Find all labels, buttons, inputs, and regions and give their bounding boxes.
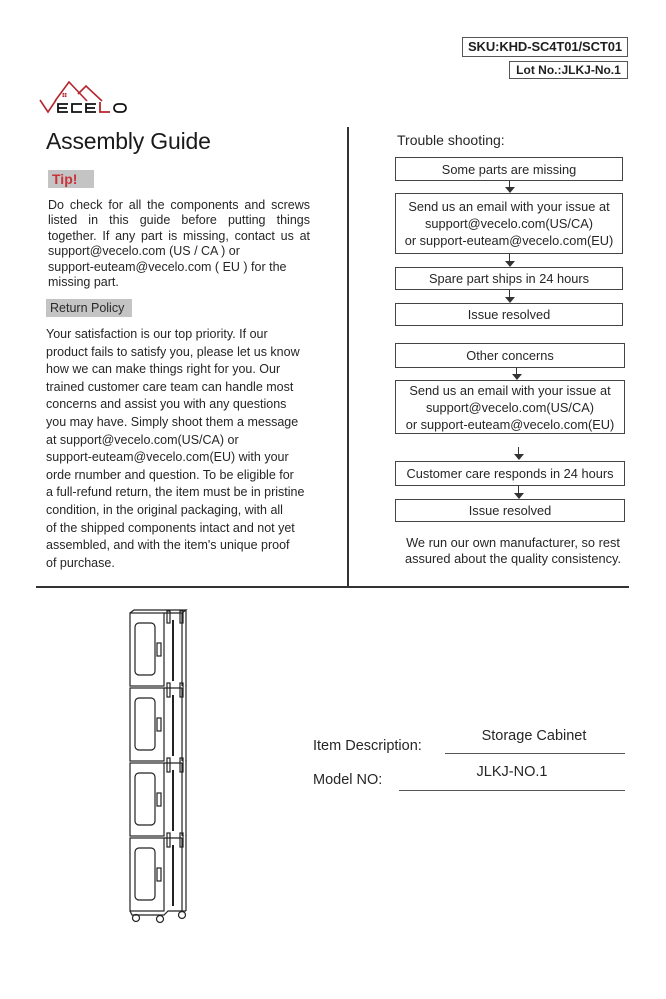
arrow-down-icon xyxy=(514,447,524,460)
flow-step-text: Send us an email with your issue at xyxy=(409,382,611,398)
policy-line: of the shipped components intact and not yet xyxy=(46,520,295,535)
flow-step-text: or support-euteam@vecelo.com(EU) xyxy=(404,233,614,248)
policy-line: how we can make things right for you. Our xyxy=(46,362,281,377)
vertical-divider xyxy=(347,127,349,587)
quality-line: assured about the quality consistency. xyxy=(404,551,622,566)
vecelo-logo xyxy=(36,74,136,114)
arrow-down-icon xyxy=(505,254,515,267)
flow-step-text: Issue resolved xyxy=(468,503,552,518)
flow-step-other-concerns xyxy=(395,343,625,368)
flow-step-issue-resolved xyxy=(395,303,623,326)
flow-step-text: or support-euteam@vecelo.com(EU) xyxy=(405,416,615,432)
policy-line: a full-refund return, the item must be in pristine xyxy=(46,485,305,500)
storage-cabinet-image xyxy=(126,607,190,925)
tip-line: support@vecelo.com (US / CA ) or xyxy=(48,244,240,259)
arrow-down-icon xyxy=(505,290,515,303)
arrow-down-icon xyxy=(505,181,515,193)
flow-step-customer-care-responds xyxy=(395,461,625,486)
tip-badge: Tip! xyxy=(48,170,94,188)
tip-line: support-euteam@vecelo.com ( EU ) for the xyxy=(48,259,287,274)
policy-line: support-euteam@vecelo.com(EU) with your xyxy=(46,450,289,465)
flow-step-text: Other concerns xyxy=(466,348,554,363)
flow-step-text: support@vecelo.com(US/CA) xyxy=(424,216,594,231)
flow-step-text: Customer care responds in 24 hours xyxy=(406,466,614,481)
flow-step-spare-part-ships xyxy=(395,267,623,290)
arrow-down-icon xyxy=(512,368,522,380)
policy-line: Your satisfaction is our top priority. If our xyxy=(46,327,268,341)
quality-statement xyxy=(395,535,631,567)
tip-line: listed in this guide before putting things xyxy=(48,213,310,228)
sku-label: SKU:KHD-SC4T01/SCT01 xyxy=(462,37,628,57)
quality-line: We run our own manufacturer, so rest xyxy=(406,535,620,550)
policy-line: at support@vecelo.com(US/CA) or xyxy=(46,432,239,447)
return-policy-badge: Return Policy xyxy=(46,299,132,317)
lot-number-label: Lot No.:JLKJ-No.1 xyxy=(509,61,628,79)
flow-step-parts-missing xyxy=(395,157,623,181)
page-title: Assembly Guide xyxy=(46,128,211,154)
arrow-down-icon xyxy=(514,486,524,499)
flow-step-text: Issue resolved xyxy=(467,307,551,322)
tip-line: missing part. xyxy=(48,275,119,290)
model-number-value: JLKJ-NO.1 xyxy=(476,764,548,780)
flow-step-text: Spare part ships in 24 hours xyxy=(428,271,590,286)
item-description-underline xyxy=(445,753,625,754)
item-description-value: Storage Cabinet xyxy=(481,728,587,744)
flow-step-text: Send us an email with your issue at xyxy=(408,199,610,214)
logo-mark-icon xyxy=(36,74,136,114)
policy-line: trained customer care team can handle most xyxy=(46,379,294,394)
policy-line: product fails to satisfy you, please let us know xyxy=(46,344,300,359)
policy-line: concerns and assist you with any questions xyxy=(46,397,287,412)
horizontal-divider xyxy=(36,586,629,588)
flow-step-send-email xyxy=(395,380,625,434)
policy-line: you may have. Simply shoot them a message xyxy=(46,414,299,429)
flow-step-text: Some parts are missing xyxy=(441,161,577,177)
flow-step-issue-resolved xyxy=(395,499,625,522)
flow-step-send-email xyxy=(395,193,623,254)
tip-line: Do check for all the components and screws xyxy=(48,198,310,212)
policy-line: assembled, and with the item's unique proof xyxy=(46,538,290,553)
model-number-underline xyxy=(399,790,625,791)
cabinet-drawing-icon xyxy=(126,607,190,925)
troubleshooting-title: Trouble shooting: xyxy=(397,132,505,148)
policy-line: orde rnumber and question. To be eligible for xyxy=(46,467,294,482)
policy-line: condition, in the original packaging, with all xyxy=(46,502,283,517)
model-number-label: Model NO: xyxy=(313,772,383,788)
tip-paragraph xyxy=(48,198,310,290)
item-description-label: Item Description: xyxy=(313,738,422,754)
flow-step-text: support@vecelo.com(US/CA) xyxy=(425,399,595,415)
tip-line: together. If any part is missing, contact us at xyxy=(48,228,310,243)
return-policy-paragraph xyxy=(46,326,310,572)
policy-line: of purchase. xyxy=(46,555,115,570)
